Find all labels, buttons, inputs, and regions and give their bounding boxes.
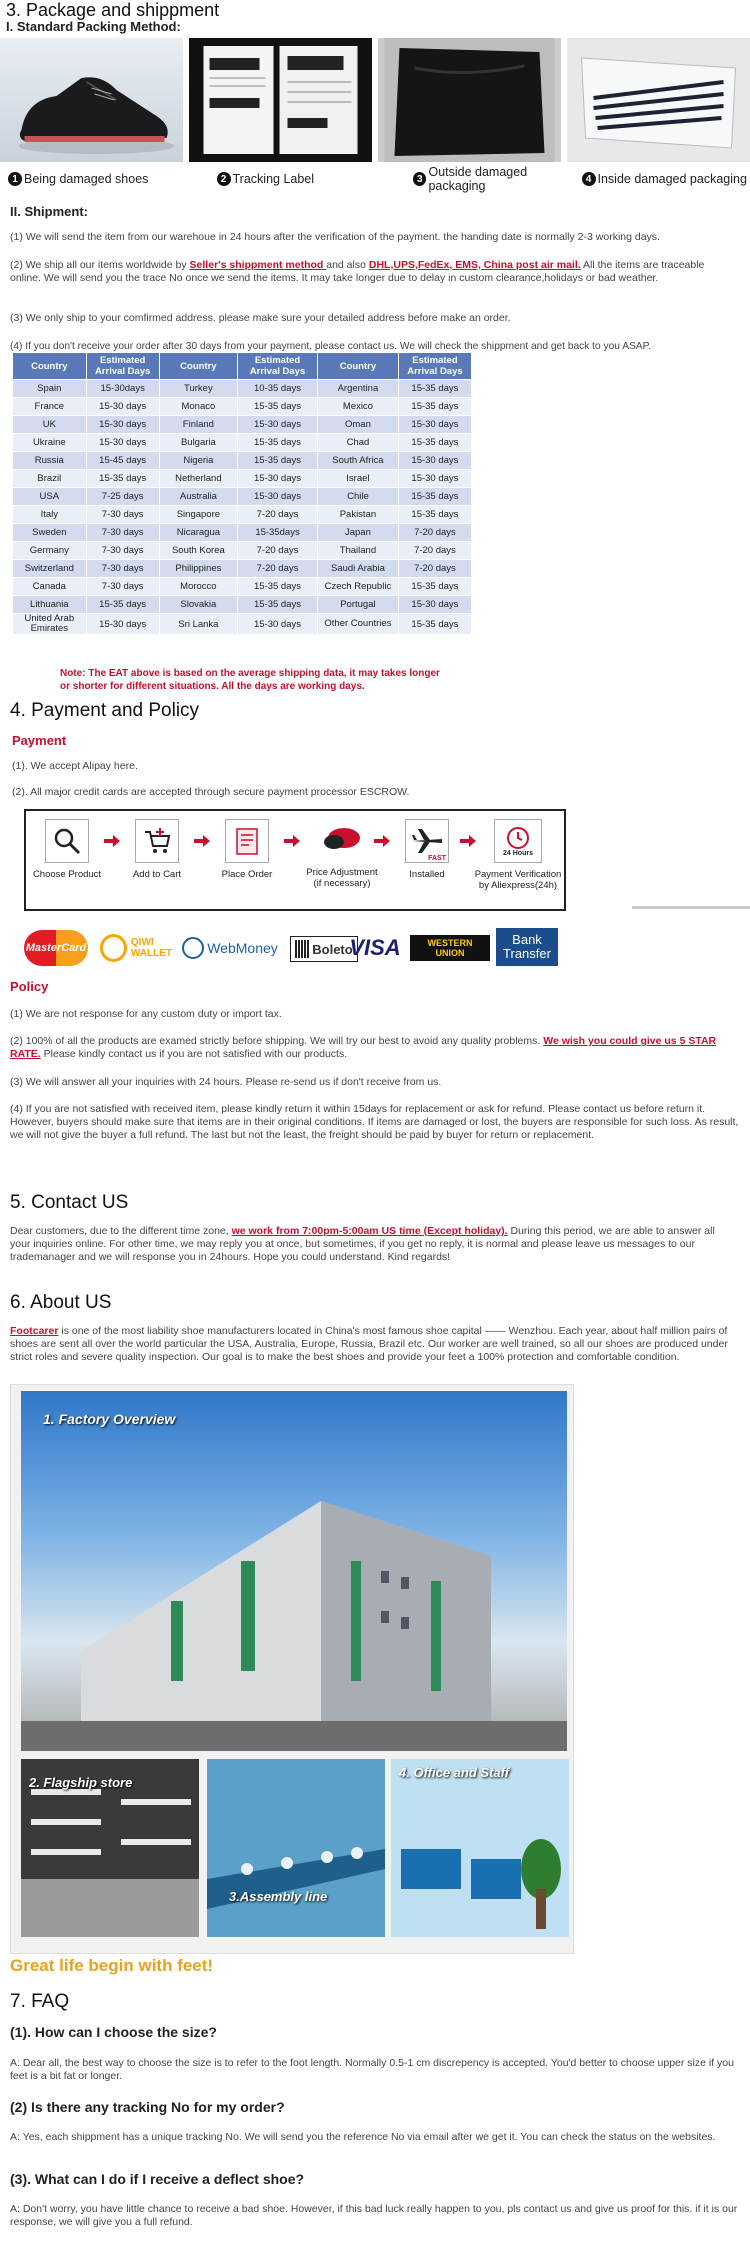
table-cell: Monaco xyxy=(159,398,237,416)
table-cell: 7-30 days xyxy=(86,560,159,578)
table-cell: Turkey xyxy=(159,380,237,398)
table-cell: 15-35 days xyxy=(398,506,471,524)
table-header-row xyxy=(13,353,472,380)
factory-collage xyxy=(10,1384,574,1954)
step-place-order: Place Order xyxy=(208,819,286,880)
table-cell: 7-30 days xyxy=(86,524,159,542)
table-cell: Israel xyxy=(317,470,398,488)
bank-transfer-logo: Bank Transfer xyxy=(496,928,558,966)
shipment-title: II. Shipment: xyxy=(10,204,88,219)
table-cell: Brazil xyxy=(13,470,87,488)
table-cell: Portugal xyxy=(317,596,398,614)
arrow-right-icon xyxy=(374,835,390,847)
western-union-logo: WESTERN UNION xyxy=(410,935,490,961)
table-cell: USA xyxy=(13,488,87,506)
inside-packaging-photo xyxy=(567,38,750,162)
table-row xyxy=(13,434,472,452)
package-title: 3. Package and shippment xyxy=(6,0,220,20)
arrow-right-icon xyxy=(194,835,210,847)
bag-icon xyxy=(567,38,750,162)
mastercard-logo: MasterCard xyxy=(24,930,88,966)
table-cell: 15-30 days xyxy=(86,434,159,452)
policy-p4: (4) If you are not satisfied with received item, please kindly return it within 15days for replacement or ask for refund. Please contact us before return it. However, buyers should make sure that items are in their original conditions. If items are damaged or lost, the buyers are responsible for such loss. As result, we will not give the buyer a full refund. The last but not the least, the freight should be paid by buyer for return or replacement. xyxy=(10,1103,739,1141)
table-cell: Germany xyxy=(13,542,87,560)
magnifier-icon xyxy=(45,819,89,863)
payment-title: 4. Payment and Policy xyxy=(10,700,200,721)
table-cell: 15-35 days xyxy=(86,596,159,614)
table-cell: 15-35 days xyxy=(86,470,159,488)
table-cell: 15-35 days xyxy=(238,398,318,416)
table-cell: 15-35 days xyxy=(398,578,471,596)
faq-question-1: (1). How can I choose the size? xyxy=(10,2024,217,2040)
table-cell: Bulgaria xyxy=(159,434,237,452)
table-cell: Ukraine xyxy=(13,434,87,452)
table-cell: Japan xyxy=(317,524,398,542)
tracking-label-photo xyxy=(189,38,372,162)
table-cell: 15-35 days xyxy=(238,452,318,470)
table-cell: 15-45 days xyxy=(86,452,159,470)
contact-title: 5. Contact US xyxy=(10,1192,129,1213)
shipment-p1: (1) We will send the item from our warehoue in 24 hours after the verification of the payment. the handing date is normally 2-3 working days. xyxy=(10,231,660,243)
table-cell: Mexico xyxy=(317,398,398,416)
table-cell: 7-20 days xyxy=(238,506,318,524)
table-cell: 7-20 days xyxy=(238,542,318,560)
table-cell: Saudi Arabia xyxy=(317,560,398,578)
table-cell: Philippines xyxy=(159,560,237,578)
table-cell: Nicaragua xyxy=(159,524,237,542)
caption-3: 3 Outside damaged packaging xyxy=(385,170,582,188)
faq-title: 7. FAQ xyxy=(10,1991,70,2012)
col-header: Estimated Arrival Days xyxy=(86,353,159,380)
table-cell: 7-20 days xyxy=(238,560,318,578)
payment-process-box xyxy=(24,809,566,911)
outside-packaging-photo xyxy=(378,38,561,162)
table-cell: South Africa xyxy=(317,452,398,470)
table-cell: 15-35 days xyxy=(238,578,318,596)
table-cell: Oman xyxy=(317,416,398,434)
table-cell: 15-30 days xyxy=(398,596,471,614)
table-row xyxy=(13,542,472,560)
flagship-store-label: 2. Flagship store xyxy=(29,1775,133,1790)
table-row xyxy=(13,614,472,635)
table-cell: 7-20 days xyxy=(398,560,471,578)
table-row xyxy=(13,452,472,470)
table-cell: Netherland xyxy=(159,470,237,488)
table-cell: Sri Lanka xyxy=(159,614,237,635)
table-cell: 15-30 days xyxy=(398,452,471,470)
table-cell: Thailand xyxy=(317,542,398,560)
about-title: 6. About US xyxy=(10,1292,112,1313)
shipment-p2: (2) We ship all our items worldwide by Seller's shippment method and also DHL,UPS,FedEx, EMS, China post air mail. All the items are traceable online. We will send you the trace No once we send the items. It may take longer due to delay in custom clearance,holidays or bad weather. xyxy=(10,259,705,284)
qiwi-icon xyxy=(100,934,127,962)
policy-p2: (2) 100% of all the products are examed strictly before shipping. We will try our best to avoid any quality problems. We wish you could give us 5 STAR RATE. Please kindly contact us if you are not satisfied with our products. xyxy=(10,1035,717,1060)
arrow-right-icon xyxy=(104,835,120,847)
table-cell: 15-30 days xyxy=(86,416,159,434)
office-staff-photo xyxy=(391,1759,569,1937)
visa-logo: VISA xyxy=(349,935,401,960)
factory-overview-photo xyxy=(21,1391,567,1751)
table-cell: UK xyxy=(13,416,87,434)
order-form-icon xyxy=(225,819,269,863)
table-cell: 15-30 days xyxy=(238,488,318,506)
policy-p3: (3) We will answer all your inquiries with 24 hours. Please re-send us if don't receive from us. xyxy=(10,1076,442,1088)
table-cell: Pakistan xyxy=(317,506,398,524)
table-row xyxy=(13,470,472,488)
table-cell: 15-30 days xyxy=(86,614,159,635)
table-cell: Finland xyxy=(159,416,237,434)
payment-heading: Payment xyxy=(12,733,67,748)
table-cell: 7-30 days xyxy=(86,542,159,560)
flagship-store-photo xyxy=(21,1759,199,1937)
table-cell: Slovakia xyxy=(159,596,237,614)
step-price-adjustment: Price Adjustment (if necessary) xyxy=(300,819,384,889)
table-cell: Lithuania xyxy=(13,596,87,614)
table-cell: South Korea xyxy=(159,542,237,560)
table-cell: 15-30 days xyxy=(238,614,318,635)
office-icon xyxy=(391,1759,569,1937)
shipping-method-link[interactable]: Seller's shippment method xyxy=(189,259,327,271)
about-text: Footcarer is one of the most liability shoe manufacturers located in China's most famous shoe capital —— Wenzhou. Each year, about half million pairs of shoes are sent all over the world particular the USA, Australia, Europe, Russia, Brazil etc. Our worker are well trained, so all our shoes are produced under strict roles and severe quality inspection. Our goal is to make the best shoes and provide your feet a 100% protection and comfortable condition. xyxy=(10,1325,728,1363)
airplane-icon xyxy=(405,819,449,863)
faq-answer-3: A: Don't worry, you have little chance to receive a bad shoe. However, if this bad luck really happen to you, pls contact us and give us proof for this. if it is our response, we will give you a full refund. xyxy=(10,2203,738,2228)
table-cell: Singapore xyxy=(159,506,237,524)
caption-1: 1 Being damaged shoes xyxy=(0,170,177,188)
faq-answer-2: A: Yes, each shippment has a unique tracking No. We will send you the reference No via email after we get it. You can check the status on the websites. xyxy=(10,2131,716,2143)
table-cell: 15-35 days xyxy=(398,614,471,635)
factory-overview-label: 1. Factory Overview xyxy=(43,1411,176,1427)
table-cell: Chile xyxy=(317,488,398,506)
packing-captions xyxy=(0,165,750,193)
table-cell: Italy xyxy=(13,506,87,524)
table-cell: 15-30 days xyxy=(398,470,471,488)
payment-p1: (1). We accept Alipay here. xyxy=(12,760,138,772)
table-row xyxy=(13,416,472,434)
policy-p1: (1) We are not response for any custom duty or import tax. xyxy=(10,1008,282,1020)
payment-p2: (2). All major credit cards are accepted through secure payment processor ESCROW. xyxy=(12,786,410,798)
packing-method-subtitle: I. Standard Packing Method: xyxy=(6,19,181,34)
assembly-line-label: 3.Assembly line xyxy=(229,1889,328,1904)
table-row xyxy=(13,578,472,596)
table-cell: 15-30days xyxy=(86,380,159,398)
table-cell: 15-35 days xyxy=(398,434,471,452)
table-cell: Spain xyxy=(13,380,87,398)
col-header: Country xyxy=(317,353,398,380)
building-icon xyxy=(21,1391,567,1751)
brand-link[interactable]: Footcarer xyxy=(10,1325,59,1337)
col-header: Country xyxy=(13,353,87,380)
col-header: Estimated Arrival Days xyxy=(398,353,471,380)
table-cell: 15-35 days xyxy=(398,398,471,416)
table-cell: Russia xyxy=(13,452,87,470)
table-cell: France xyxy=(13,398,87,416)
table-cell: 15-30 days xyxy=(86,398,159,416)
table-cell: 7-20 days xyxy=(398,542,471,560)
step-choose-product: Choose Product xyxy=(28,819,106,880)
faq-question-2: (2) Is there any tracking No for my order? xyxy=(10,2099,285,2115)
table-cell: Czech Republic xyxy=(317,578,398,596)
five-star-link[interactable]: We wish you could give us 5 STAR RATE. xyxy=(10,1035,717,1060)
caption-2: 2 Tracking Label xyxy=(177,170,386,188)
table-cell: Argentina xyxy=(317,380,398,398)
table-cell: Nigeria xyxy=(159,452,237,470)
assembly-line-photo xyxy=(207,1759,385,1937)
table-cell: Australia xyxy=(159,488,237,506)
table-cell: Other Countries xyxy=(317,614,398,635)
qiwi-logo: QIWI WALLET xyxy=(100,930,172,966)
table-cell: United Arab Emirates xyxy=(13,614,87,635)
table-row xyxy=(13,488,472,506)
table-cell: 15-35 days xyxy=(398,380,471,398)
table-cell: 10-35 days xyxy=(238,380,318,398)
webmoney-icon xyxy=(182,937,204,959)
arrow-right-icon xyxy=(460,835,476,847)
col-header: Estimated Arrival Days xyxy=(238,353,318,380)
table-cell: 7-20 days xyxy=(398,524,471,542)
step-add-to-cart: Add to Cart xyxy=(118,819,196,880)
step-payment-verification: 24 Hours Payment Verification by Aliexpress(24h) xyxy=(474,819,562,891)
col-header: Country xyxy=(159,353,237,380)
office-staff-label: 4. Office and Staff xyxy=(399,1765,510,1780)
shipment-p4: (4) If you don't receive your order after 30 days from your payment, please contact us. We will check the shippment and get back to you ASAP. xyxy=(10,341,651,352)
table-cell: Chad xyxy=(317,434,398,452)
table-cell: 15-35 days xyxy=(238,434,318,452)
speech-bubble-icon xyxy=(321,819,363,861)
faq-answer-1: A: Dear all, the best way to choose the size is to refer to the foot length. Normally 0.5-1 cm discrepency is accepted. You'd better to choose upper size if you feet is a bit fat or longer. xyxy=(10,2057,734,2082)
assembly-line-icon xyxy=(207,1759,385,1937)
table-cell: Sweden xyxy=(13,524,87,542)
barcode-icon xyxy=(295,940,309,958)
table-row xyxy=(13,596,472,614)
table-row xyxy=(13,524,472,542)
step-installed: FAST Installed xyxy=(388,819,466,880)
arrow-right-icon xyxy=(284,835,300,847)
cart-icon xyxy=(135,819,179,863)
table-row xyxy=(13,506,472,524)
table-row xyxy=(13,560,472,578)
fast-label: FAST xyxy=(428,855,446,862)
shipping-note: Note: The EAT above is based on the average shipping data, it may takes longer or shorter for different situations. All the days are working days. xyxy=(60,668,440,692)
shipping-time-table xyxy=(12,352,472,635)
bag-icon xyxy=(378,38,561,162)
table-cell: 7-30 days xyxy=(86,578,159,596)
shipment-p3: (3) We only ship to your comfirmed address. please make sure your detailed address before make an order. xyxy=(10,312,511,324)
contact-text: Dear customers, due to the different time zone, we work from 7:00pm-5:00am US time (Except holiday). During this period, we are able to answer all your inquiries online. For other time, we may reply you at once, but sometimes, if you get no reply, it is normal and please leave us messages to our trademanager and we will response you in 24hours. Hope you could understand. Kind regards! xyxy=(10,1225,715,1263)
label-icon xyxy=(189,38,372,162)
caption-4: 4 Inside damaged packaging xyxy=(582,170,750,188)
table-row xyxy=(13,398,472,416)
table-cell: Canada xyxy=(13,578,87,596)
table-cell: 15-35 days xyxy=(238,596,318,614)
table-cell: Switzerland xyxy=(13,560,87,578)
table-cell: Morocco xyxy=(159,578,237,596)
table-cell: 7-30 days xyxy=(86,506,159,524)
webmoney-logo: WebMoney xyxy=(176,930,284,966)
carriers-link[interactable]: DHL,UPS,FedEx, EMS, China post air mail. xyxy=(368,259,581,271)
divider xyxy=(632,906,750,909)
table-cell: 7-25 days xyxy=(86,488,159,506)
table-cell: 15-30 days xyxy=(238,416,318,434)
boleto-logo: Boleto xyxy=(290,936,358,962)
policy-heading: Policy xyxy=(10,979,49,994)
slogan: Great life begin with feet! xyxy=(10,1956,214,1975)
table-cell: 15-35days xyxy=(238,524,318,542)
working-hours-link[interactable]: we work from 7:00pm-5:00am US time (Except holiday). xyxy=(231,1225,508,1237)
table-cell: 15-30 days xyxy=(398,416,471,434)
shoe-icon xyxy=(0,38,183,162)
table-cell: 15-35 days xyxy=(398,488,471,506)
packing-photo-strip xyxy=(0,38,750,162)
damaged-shoes-photo xyxy=(0,38,183,162)
table-row xyxy=(13,380,472,398)
faq-question-3: (3). What can I do if I receive a deflect shoe? xyxy=(10,2171,305,2187)
clock-icon: 24 Hours xyxy=(494,819,542,863)
table-cell: 15-30 days xyxy=(238,470,318,488)
